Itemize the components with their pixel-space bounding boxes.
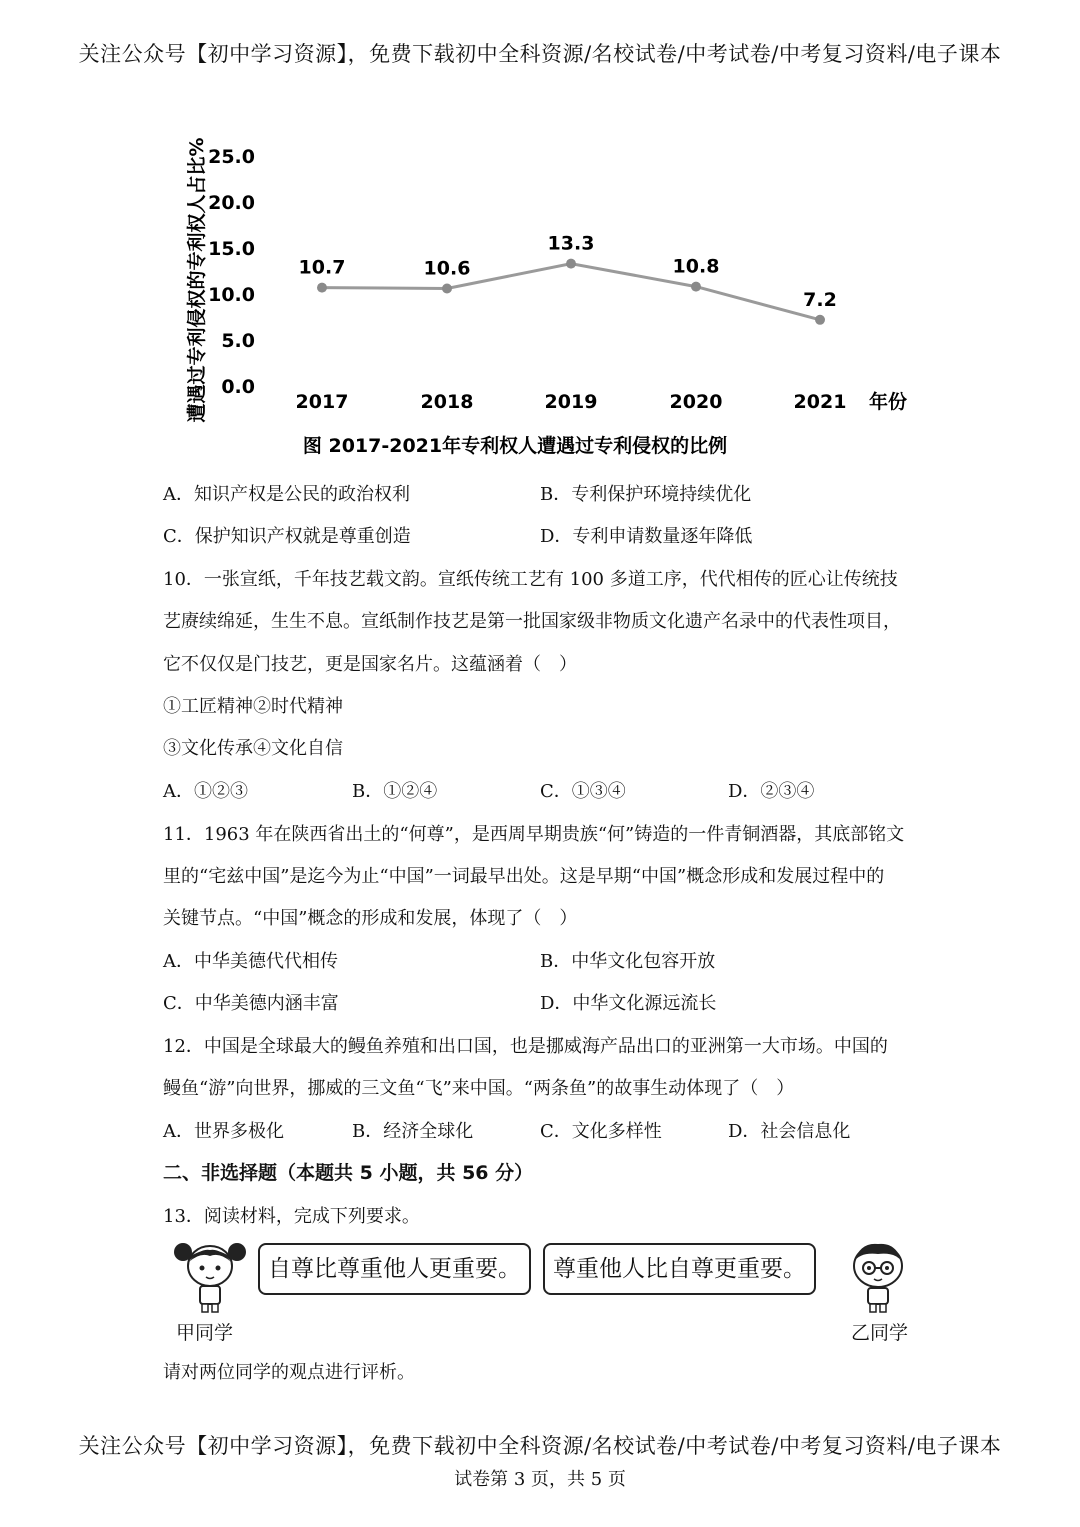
q10-option-d: D．②③④ <box>728 781 815 802</box>
q11-option-b: B．中华文化包容开放 <box>540 951 716 972</box>
y-tick-label: 25.0 <box>208 146 255 168</box>
q10-item-1: ①工匠精神②时代精神 <box>163 696 343 717</box>
name-label-right: 乙同学 <box>851 1322 909 1344</box>
x-tick-label: 2020 <box>669 391 723 413</box>
section-heading: 二、非选择题（本题共 5 小题，共 56 分） <box>163 1162 534 1184</box>
q12-option-c: C．文化多样性 <box>540 1121 662 1142</box>
q13-prompt: 请对两位同学的观点进行评析。 <box>163 1362 415 1383</box>
y-tick-label: 5.0 <box>221 330 255 352</box>
q10-option-b: B．①②④ <box>352 781 438 802</box>
q11-option-d: D．中华文化源远流长 <box>540 993 717 1014</box>
girl-cartoon-icon <box>170 1236 250 1316</box>
q11-option-a: A．中华美德代代相传 <box>163 951 338 972</box>
y-tick-label: 10.0 <box>208 284 255 306</box>
data-label: 7.2 <box>803 288 837 311</box>
y-tick-label: 15.0 <box>208 238 255 260</box>
top-banner: 关注公众号【初中学习资源】，免费下载初中全科资源/名校试卷/中考试卷/中考复习资料/电子课本 <box>78 42 1002 66</box>
bottom-banner: 关注公众号【初中学习资源】，免费下载初中全科资源/名校试卷/中考试卷/中考复习资料/电子课本 <box>78 1434 1002 1458</box>
q9-option-d: D．专利申请数量逐年降低 <box>540 526 753 547</box>
q12-option-b: B．经济全球化 <box>352 1121 474 1142</box>
data-label: 13.3 <box>547 232 595 255</box>
q12-option-a: A．世界多极化 <box>163 1121 284 1142</box>
x-tick-label: 2019 <box>544 391 598 413</box>
boy-cartoon-icon <box>838 1236 918 1316</box>
data-points <box>317 259 825 325</box>
series-line <box>322 264 820 320</box>
page-footer: 试卷第 3 页，共 5 页 <box>454 1469 626 1490</box>
q10-stem-line2: 艺赓续绵延，生生不息。宣纸制作技艺是第一批国家级非物质文化遗产名录中的代表性项目， <box>163 611 901 632</box>
q12-option-d: D．社会信息化 <box>728 1121 851 1142</box>
data-label: 10.6 <box>423 257 471 280</box>
speech-bubble-right: 尊重他人比自尊更重要。 <box>543 1243 816 1295</box>
data-point <box>815 315 825 325</box>
q9-option-a: A．知识产权是公民的政治权利 <box>163 484 410 505</box>
data-point <box>566 259 576 269</box>
x-tick-label: 2017 <box>295 391 349 413</box>
x-tick-label: 2018 <box>420 391 474 413</box>
y-axis-ticks <box>208 146 255 398</box>
speech-bubble-left: 自尊比尊重他人更重要。 <box>258 1243 531 1295</box>
data-label: 10.8 <box>672 255 720 278</box>
data-point <box>442 284 452 294</box>
x-tick-label: 2021 <box>793 391 847 413</box>
q9-option-c: C．保护知识产权就是尊重创造 <box>163 526 411 547</box>
q13-stem: 13．阅读材料，完成下列要求。 <box>163 1206 420 1227</box>
name-label-left: 甲同学 <box>176 1322 234 1344</box>
y-axis-label-text: 遭遇过专利侵权的专利权人占比% <box>186 137 208 423</box>
q10-option-a: A．①②③ <box>163 781 248 802</box>
chart-title: 图 2017-2021年专利权人遭遇过专利侵权的比例 <box>302 435 728 457</box>
q11-stem-line3: 关键节点。“中国”概念的形成和发展，体现了（ ） <box>163 908 578 929</box>
q10-stem-line1: 10．一张宣纸，千年技艺载文韵。宣纸传统工艺有 100 多道工序，代代相传的匠心让传统技 <box>163 569 898 590</box>
q11-option-c: C．中华美德内涵丰富 <box>163 993 339 1014</box>
x-axis-ticks <box>296 391 847 413</box>
data-labels <box>299 233 837 311</box>
q12-stem-line1: 12．中国是全球最大的鳗鱼养殖和出口国，也是挪威海产品出口的亚洲第一大市场。中国的 <box>163 1036 888 1057</box>
data-label: 10.7 <box>298 256 346 279</box>
q11-stem-line2: 里的“宅兹中国”是迄今为止“中国”一词最早出处。这是早期“中国”概念形成和发展过程中的 <box>163 866 885 887</box>
q9-option-b: B．专利保护环境持续优化 <box>540 484 752 505</box>
data-point <box>691 282 701 292</box>
y-tick-label: 20.0 <box>208 192 255 214</box>
q10-item-2: ③文化传承④文化自信 <box>163 738 343 759</box>
x-axis-label: 年份 <box>868 391 908 413</box>
q10-stem-line3: 它不仅仅是门技艺，更是国家名片。这蕴涵着（ ） <box>163 654 577 675</box>
q12-stem-line2: 鳗鱼“游”向世界，挪威的三文鱼“飞”来中国。“两条鱼”的故事生动体现了（ ） <box>163 1078 795 1099</box>
q11-stem-line1: 11．1963 年在陕西省出土的“何尊”，是西周早期贵族“何”铸造的一件青铜酒器，其底部铭文 <box>163 824 905 845</box>
data-point <box>317 283 327 293</box>
y-axis-label <box>185 137 208 422</box>
y-tick-label: 0.0 <box>221 376 255 398</box>
q10-option-c: C．①③④ <box>540 781 626 802</box>
